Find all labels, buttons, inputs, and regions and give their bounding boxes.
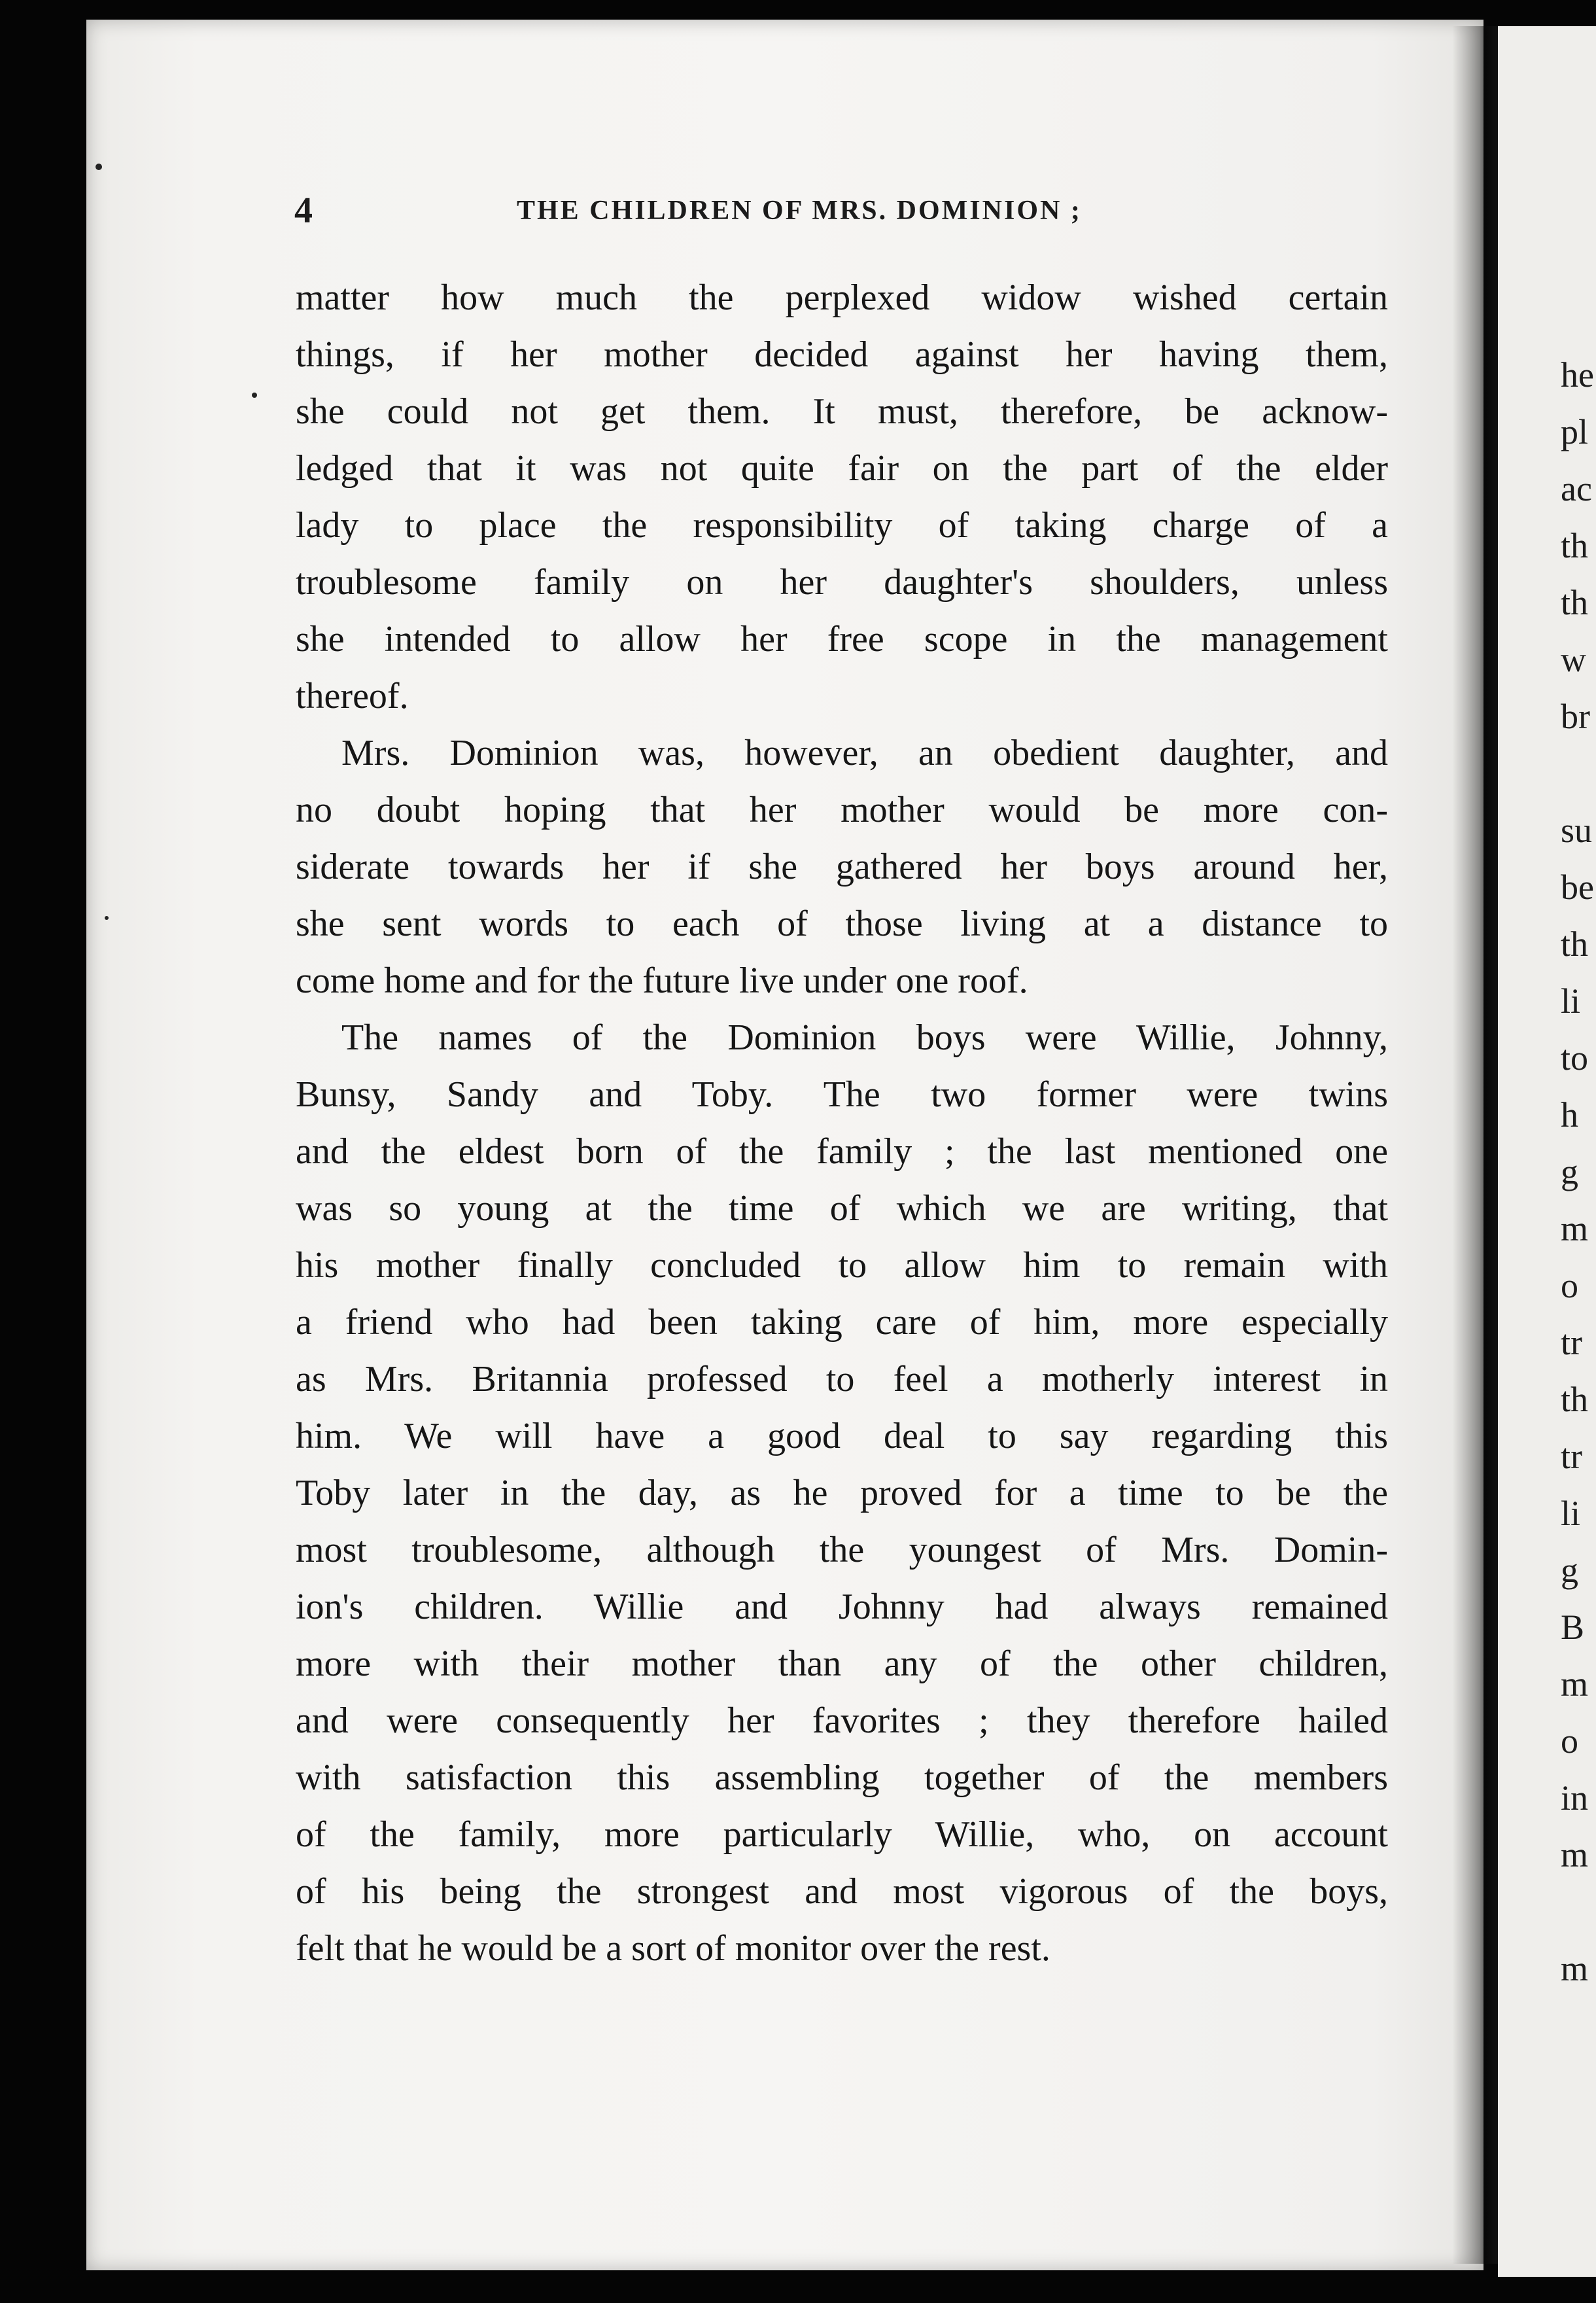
facing-page-fragment: m: [1561, 1209, 1589, 1248]
text-line: of the family, more particularly Willie, who, on account: [296, 1814, 1388, 1855]
paragraph: [296, 1010, 1388, 1977]
text-line: thereof.: [296, 676, 409, 716]
facing-page-fragment: be: [1561, 868, 1594, 907]
text-line: as Mrs. Britannia professed to feel a motherly interest in: [296, 1359, 1388, 1399]
facing-page-fragment: h: [1561, 1095, 1578, 1134]
text-line: and were consequently her favorites ; they therefore hailed: [296, 1700, 1388, 1741]
text-line: Bunsy, Sandy and Toby. The two former were twins: [296, 1074, 1388, 1115]
facing-page-fragment: ac: [1561, 469, 1592, 508]
facing-page-fragment: th: [1561, 924, 1589, 964]
facing-page-fragment: [1561, 745, 1594, 802]
facing-page-fragment: m: [1561, 1664, 1589, 1704]
scan-speck: [95, 164, 102, 170]
text-line: him. We will have a good deal to say regarding this: [296, 1416, 1388, 1456]
paragraph: [296, 725, 1388, 1010]
paragraph: [296, 270, 1388, 725]
facing-page-fragment: m: [1561, 1949, 1589, 1988]
scan-speck: [105, 916, 109, 920]
facing-page-fragment: [1561, 1884, 1594, 1941]
facing-page-fragment: B: [1561, 1608, 1585, 1647]
text-line: and the eldest born of the family ; the last mentioned one: [296, 1131, 1388, 1172]
text-line: matter how much the perplexed widow wished certain: [296, 277, 1388, 318]
facing-page-fragment: tr: [1561, 1323, 1582, 1362]
facing-page-fragment: o: [1561, 1721, 1578, 1761]
text-line: she could not get them. It must, therefore, be acknow-: [296, 391, 1388, 432]
text-line: more with their mother than any of the other children,: [296, 1644, 1388, 1684]
body-text: [296, 270, 1388, 1977]
scan-speck: [252, 393, 257, 398]
text-line: she intended to allow her free scope in the management: [296, 619, 1388, 659]
text-line: a friend who had been taking care of him, more especially: [296, 1302, 1388, 1343]
facing-page-fragment: th: [1561, 1380, 1589, 1419]
facing-page-fragment: g: [1561, 1152, 1578, 1191]
gutter-shadow: [1452, 26, 1498, 2264]
facing-page-fragment: tr: [1561, 1437, 1582, 1476]
text-line: no doubt hoping that her mother would be more con-: [296, 790, 1388, 830]
facing-page-fragment: br: [1561, 697, 1590, 736]
text-line: ion's children. Willie and Johnny had always remained: [296, 1587, 1388, 1627]
text-line: most troublesome, although the youngest of Mrs. Domin-: [296, 1530, 1388, 1570]
facing-page-fragment: pl: [1561, 412, 1589, 451]
facing-page-fragment: th: [1561, 583, 1589, 622]
text-line: come home and for the future live under one roof.: [296, 960, 1028, 1001]
facing-page-fragment: o: [1561, 1266, 1578, 1305]
text-line: troublesome family on her daughter's shoulders, unless: [296, 562, 1388, 603]
running-title: THE CHILDREN OF MRS. DOMINION ;: [517, 196, 1082, 226]
text-line: things, if her mother decided against her having them,: [296, 334, 1388, 375]
facing-page-fragment: g: [1561, 1551, 1578, 1590]
page-number: 4: [294, 190, 313, 231]
text-line: Toby later in the day, as he proved for a time to be the: [296, 1473, 1388, 1513]
facing-page-fragment: in: [1561, 1778, 1589, 1818]
text-line: siderate towards her if she gathered her boys around her,: [296, 847, 1388, 887]
facing-page-fragment: he: [1561, 355, 1594, 395]
facing-page-edge: [1498, 26, 1596, 2277]
text-line: of his being the strongest and most vigorous of the boys,: [296, 1871, 1388, 1912]
text-line: felt that he would be a sort of monitor over the rest.: [296, 1928, 1050, 1969]
facing-page-fragment: su: [1561, 811, 1593, 850]
text-line: his mother finally concluded to allow him to remain with: [296, 1245, 1388, 1286]
text-line: ledged that it was not quite fair on the part of the elder: [296, 448, 1388, 489]
text-line: was so young at the time of which we are writing, that: [296, 1188, 1388, 1229]
facing-page-fragment: w: [1561, 640, 1586, 679]
facing-page-fragment: th: [1561, 526, 1589, 565]
facing-page-fragment: m: [1561, 1835, 1589, 1874]
facing-page-fragment: li: [1561, 981, 1581, 1021]
facing-page-fragment: to: [1561, 1038, 1589, 1078]
text-line: with satisfaction this assembling together of the members: [296, 1757, 1388, 1798]
text-line: she sent words to each of those living at a distance to: [296, 904, 1388, 944]
page-header: [294, 190, 1393, 242]
text-line: The names of the Dominion boys were Willie, Johnny,: [341, 1017, 1388, 1058]
facing-page-fragments: [1561, 347, 1594, 1997]
text-line: Mrs. Dominion was, however, an obedient daughter, and: [341, 733, 1388, 773]
text-line: lady to place the responsibility of taking charge of a: [296, 505, 1388, 546]
facing-page-fragment: li: [1561, 1494, 1581, 1533]
